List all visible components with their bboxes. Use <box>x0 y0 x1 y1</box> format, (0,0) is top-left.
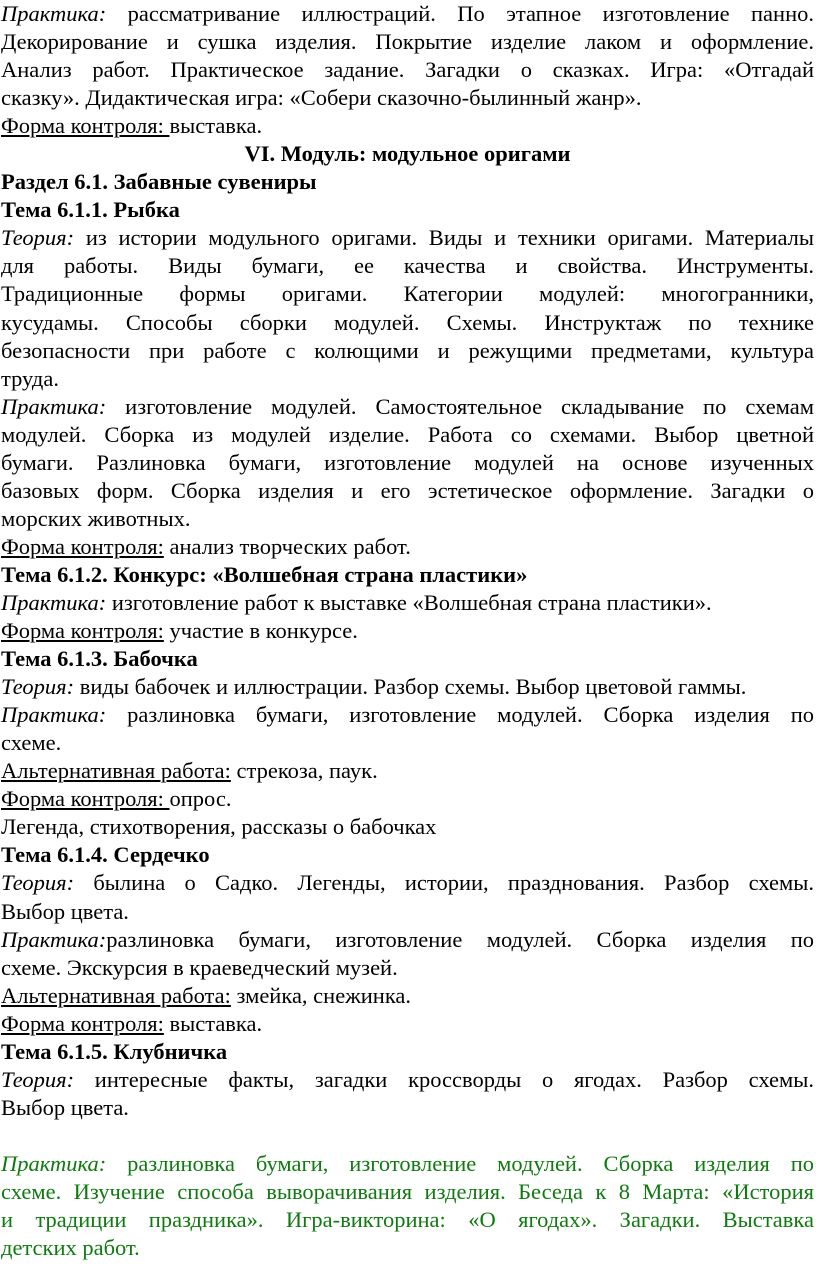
text-line <box>1 252 814 280</box>
text-line <box>1 1122 814 1150</box>
text-line <box>1 280 814 308</box>
text-line <box>1 56 814 84</box>
text-segment: Выбор цвета. <box>1 1094 129 1120</box>
control-form-label: Альтернативная работа: <box>1 758 231 784</box>
text-line <box>1 533 814 561</box>
text-line <box>1 589 814 617</box>
text-segment: Тема 6.1.2. Конкурс: «Волшебная страна пластики» <box>1 561 528 587</box>
text-line <box>1 337 814 365</box>
text-segment: бумаги. Разлиновка бумаги, изготовление модулей на основе изученных <box>1 449 814 475</box>
text-line <box>1 982 814 1010</box>
text-segment: анализ творческих работ. <box>163 533 411 559</box>
text-segment: кусудамы. Способы сборки модулей. Схемы. Инструктаж по технике <box>1 309 814 335</box>
text-line <box>1 1234 814 1262</box>
text-segment: рассматривание иллюстраций. По этапное изготовление панно. <box>106 1 814 26</box>
control-form-label: Форма контроля: <box>1 113 170 139</box>
heading-line <box>1 196 814 224</box>
text-segment: виды бабочек и иллюстрации. Разбор схемы. Выбор цветовой гаммы. <box>74 674 747 700</box>
section-label: Практика: <box>1 1150 107 1176</box>
text-segment: для работы. Виды бумаги, ее качества и свойства. Инструменты. <box>1 253 814 279</box>
text-segment: детских работ. <box>1 1235 140 1261</box>
text-line <box>1 729 814 757</box>
section-label: Теория: <box>1 674 75 700</box>
text-line <box>1 449 814 477</box>
heading-line <box>1 140 814 168</box>
text-segment: VI. Модуль: модульное оригами <box>244 141 571 167</box>
text-segment: Тема 6.1.1. Рыбка <box>1 197 180 223</box>
text-segment: разлиновка бумаги, изготовление модулей. Сборка изделия по <box>106 702 814 728</box>
text-segment: Тема 6.1.3. Бабочка <box>1 646 198 672</box>
text-line <box>1 1150 814 1178</box>
text-segment: разлиновка бумаги, изготовление модулей. Сборка изделия по <box>106 926 814 952</box>
text-segment: модулей. Сборка из модулей изделие. Работа со схемами. Выбор цветной <box>1 421 814 447</box>
text-segment: из истории модульного оригами. Виды и техники оригами. Материалы <box>74 225 814 251</box>
text-segment: Декорирование и сушка изделия. Покрытие изделие лаком и оформление. <box>1 29 814 55</box>
text-line <box>1 421 814 449</box>
text-line <box>1 1206 814 1234</box>
text-segment: опрос. <box>169 786 232 812</box>
text-line <box>1 224 814 252</box>
text-line <box>1 28 814 56</box>
text-segment: труда. <box>1 365 59 391</box>
text-segment: сказку». Дидактическая игра: «Собери сказочно-былинный жанр». <box>1 85 642 111</box>
control-form-label: Форма контроля: <box>1 786 170 812</box>
text-segment: Выбор цвета. <box>1 898 129 924</box>
section-label: Теория: <box>1 225 75 251</box>
text-line <box>1 785 814 813</box>
text-segment: изготовление работ к выставке «Волшебная страна пластики». <box>106 589 712 615</box>
text-line <box>1 1010 814 1038</box>
text-line <box>1 84 814 112</box>
text-line <box>1 954 814 982</box>
section-label: Практика: <box>1 393 107 419</box>
heading-line <box>1 561 814 589</box>
text-line <box>1 617 814 645</box>
section-label: Практика: <box>1 926 107 952</box>
text-segment: Традиционные формы оригами. Категории модулей: многогранники, <box>1 281 814 307</box>
text-segment: морских животных. <box>1 505 191 531</box>
text-segment: Тема 6.1.5. Клубничка <box>1 1038 228 1064</box>
text-line <box>1 1178 814 1206</box>
heading-line <box>1 1038 814 1066</box>
section-label: Теория: <box>1 1066 75 1092</box>
control-form-label: Форма контроля: <box>1 1010 164 1036</box>
text-segment: Тема 6.1.4. Сердечко <box>1 842 210 868</box>
text-line <box>1 926 814 954</box>
text-segment: разлиновка бумаги, изготовление модулей. Сборка изделия по <box>106 1150 814 1176</box>
text-line <box>1 701 814 729</box>
heading-line <box>1 168 814 196</box>
section-label: Практика: <box>1 589 107 615</box>
text-segment: выставка. <box>169 113 263 139</box>
section-label: Практика: <box>1 1 107 26</box>
text-segment: и традиции праздника». Игра-викторина: «О ягодах». Загадки. Выставка <box>1 1207 814 1233</box>
text-line <box>1 309 814 337</box>
text-segment: Раздел 6.1. Забавные сувениры <box>1 169 317 195</box>
text-segment: интересные факты, загадки кроссворды о ягодах. Разбор схемы. <box>74 1066 814 1092</box>
text-segment: стрекоза, паук. <box>230 758 378 784</box>
text-line <box>1 365 814 393</box>
control-form-label: Альтернативная работа: <box>1 982 231 1008</box>
text-line <box>1 1066 814 1094</box>
text-segment: Легенда, стихотворения, рассказы о бабочках <box>1 814 437 840</box>
section-label: Теория: <box>1 870 75 896</box>
text-segment: безопасности при работе с колющими и режущими предметами, культура <box>1 337 814 363</box>
text-segment: изготовление модулей. Самостоятельное складывание по схемам <box>106 393 814 419</box>
text-segment: Анализ работ. Практическое задание. Загадки о сказках. Игра: «Отгадай <box>1 57 814 83</box>
text-segment: схеме. Изучение способа выворачивания изделия. Беседа к 8 Марта: «История <box>1 1178 814 1204</box>
section-label: Практика: <box>1 702 107 728</box>
heading-line <box>1 841 814 869</box>
control-form-label: Форма контроля: <box>1 618 164 644</box>
control-form-label: Форма контроля: <box>1 533 164 559</box>
text-line <box>1 869 814 897</box>
text-line <box>1 898 814 926</box>
text-line <box>1 393 814 421</box>
heading-line <box>1 645 814 673</box>
text-segment: схеме. <box>1 730 62 756</box>
text-segment: базовых форм. Сборка изделия и его эстетическое оформление. Загадки о <box>1 477 814 503</box>
text-line <box>1 813 814 841</box>
text-line <box>1 112 814 140</box>
text-line <box>1 1094 814 1122</box>
text-segment: змейка, снежинка. <box>230 982 412 1008</box>
text-segment: выставка. <box>163 1010 263 1036</box>
text-segment: былина о Садко. Легенды, истории, празднования. Разбор схемы. <box>74 870 814 896</box>
text-line <box>1 673 814 701</box>
text-line <box>1 757 814 785</box>
text-line <box>1 505 814 533</box>
text-segment: участие в конкурсе. <box>163 618 358 644</box>
text-line <box>1 477 814 505</box>
text-line <box>1 0 814 28</box>
text-segment: схеме. Экскурсия в краеведческий музей. <box>1 954 398 980</box>
